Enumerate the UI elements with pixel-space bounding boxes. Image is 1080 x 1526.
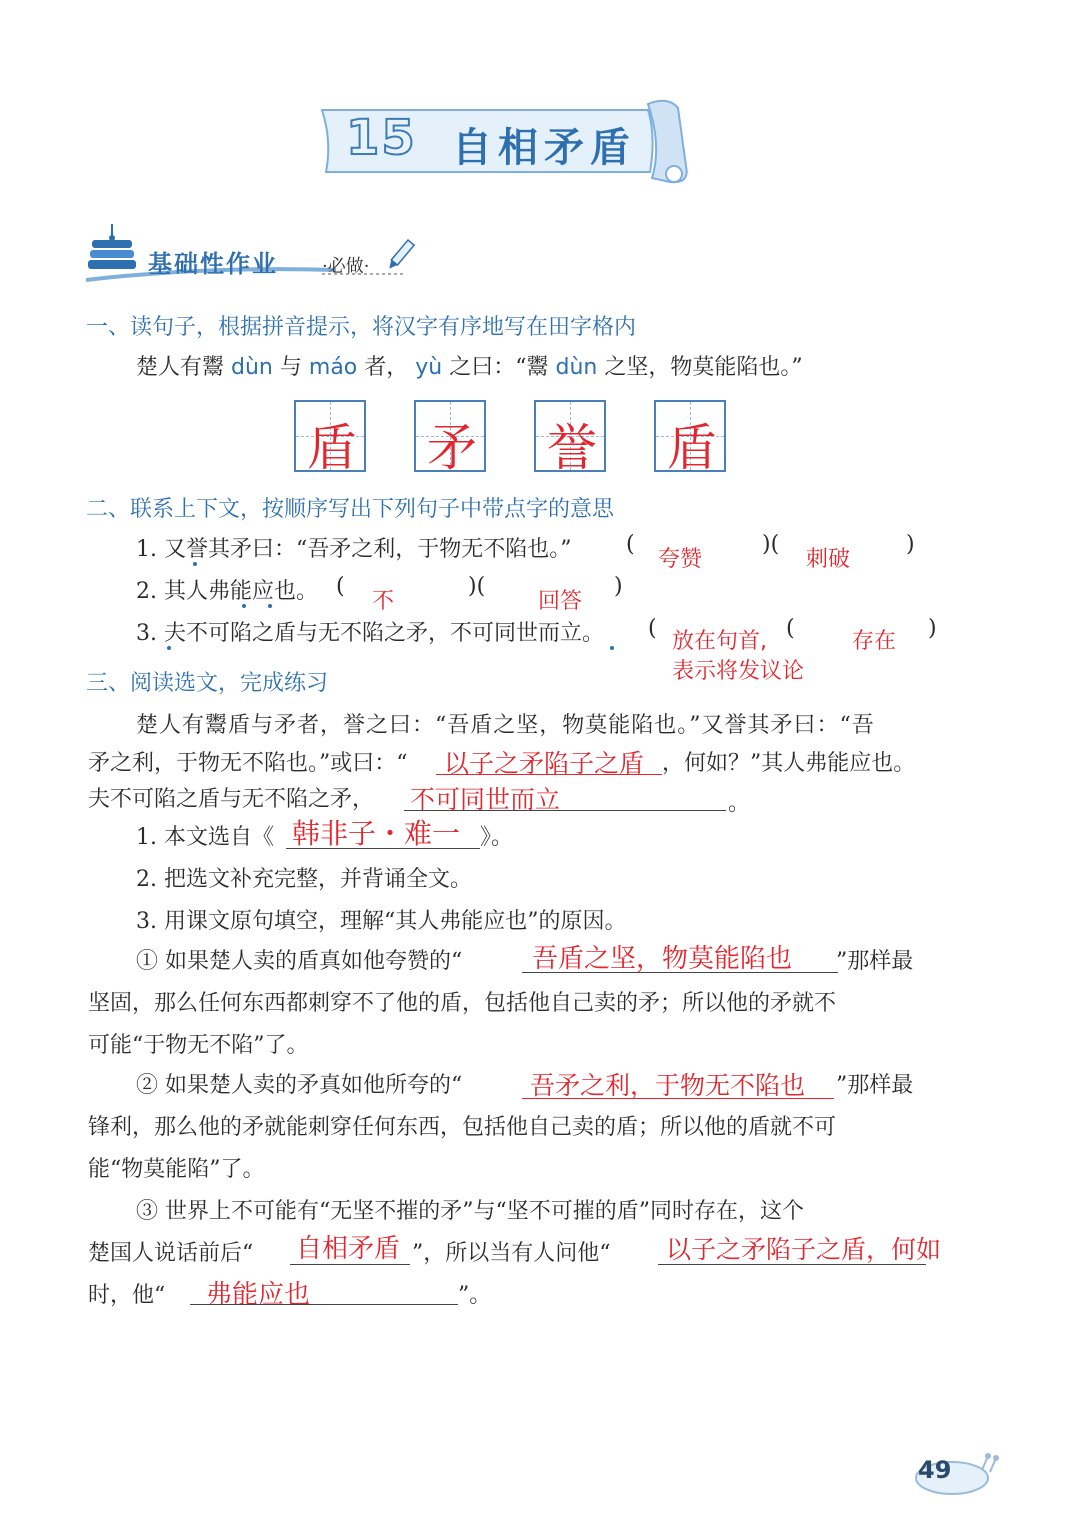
q3-answer: 弗能应也	[206, 1280, 311, 1310]
q3-answer: 韩非子・难一	[292, 817, 461, 850]
q3-answer: 吾矛之利，于物无不陷也	[530, 1071, 806, 1100]
lesson-number: 15	[346, 110, 417, 166]
paren-open: (	[626, 532, 635, 557]
q3-answer: 自相矛盾	[296, 1234, 401, 1264]
q3-clause: ② 如果楚人卖的矛真如他所夸的“	[136, 1073, 463, 1098]
q2-item-text: 2. 其人弗能应也。	[136, 579, 318, 604]
q2-answer: 不	[372, 589, 395, 614]
passage-answer: 不可同世而立	[410, 785, 561, 814]
q3-heading: 三、阅读选文，完成练习	[86, 671, 329, 696]
q2-answer: 夸赞	[658, 547, 703, 572]
paren-pair: )(	[762, 532, 780, 557]
answer-underline	[658, 1264, 926, 1265]
paren-close: )	[614, 574, 623, 599]
q3-subquestion: 2. 把选文补充完整，并背诵全文。	[136, 867, 472, 892]
q1-text: 之坚，物莫能陷也。”	[604, 355, 803, 380]
q3-clause: ”那样最	[836, 949, 914, 974]
section-label: 基础性作业	[148, 250, 278, 278]
q1-heading: 一、读句子，根据拼音提示，将汉字有序地写在田字格内	[86, 315, 637, 340]
lesson-title: 自相矛盾	[452, 125, 636, 171]
q1-pinyin: máo	[308, 355, 358, 380]
q3-clause: ”，所以当有人问他“	[412, 1241, 611, 1266]
emphasis-dot	[193, 562, 197, 566]
paren-open: (	[648, 616, 657, 641]
q2-item-text: 1. 又誉其矛曰：“吾矛之利，于物无不陷也。”	[136, 537, 572, 562]
answer-underline	[522, 1098, 834, 1099]
q1-pinyin: yù	[415, 355, 443, 380]
paren-close: )	[906, 532, 915, 557]
emphasis-dot	[167, 646, 171, 650]
q1-text: 楚人有鬻	[136, 355, 225, 380]
answer-character: 盾	[307, 419, 357, 477]
q2-answer: 表示将发议论	[672, 659, 805, 684]
answer-underline	[290, 1264, 410, 1265]
q3-clause: 坚固，那么任何东西都刺穿不了他的盾，包括他自己卖的矛；所以他的矛就不	[88, 991, 837, 1016]
q3-clause: 能“物莫能陷”了。	[88, 1157, 265, 1182]
q3-clause: ③ 世界上不可能有“无坚不摧的矛”与“坚不可摧的盾”同时存在，这个	[136, 1199, 804, 1224]
q3-clause: 楚国人说话前后“	[88, 1241, 254, 1266]
passage-line: 夫不可陷之盾与无不陷之矛，	[88, 787, 375, 812]
emphasis-dot	[268, 604, 272, 608]
books-icon	[88, 224, 136, 269]
q3-clause: ”。	[458, 1283, 492, 1308]
paren-pair: )(	[468, 574, 486, 599]
q2-answer: 回答	[538, 589, 583, 614]
tian-grid-box	[654, 400, 726, 477]
q3-clause: 锋利，那么他的矛就能刺穿任何东西，包括他自己卖的盾；所以他的盾就不可	[88, 1115, 837, 1140]
section-note: ·必做·	[322, 256, 370, 277]
q2-answer: 存在	[852, 629, 897, 654]
q3-clause: ”那样最	[836, 1073, 914, 1098]
tian-grid-box	[534, 400, 606, 477]
q3-subquestion: 》。	[480, 825, 514, 850]
q1-text: 之曰：“鬻	[449, 355, 549, 380]
answer-underline	[286, 848, 480, 849]
q3-subquestion: 1. 本文选自《	[136, 825, 274, 850]
passage-line: 。	[728, 791, 751, 816]
q3-subquestion: 3. 用课文原句填空，理解“其人弗能应也”的原因。	[136, 909, 627, 934]
answer-underline	[404, 810, 726, 811]
q2-item-text: 3. 夫不可陷之盾与无不陷之矛，不可同世而立。	[136, 621, 604, 646]
q3-clause: 时，他“	[88, 1283, 166, 1308]
q1-text: 与	[279, 355, 302, 380]
answer-character: 盾	[667, 419, 717, 477]
passage-line: 矛之利，于物无不陷也。”或曰：“	[88, 751, 408, 776]
q2-answer: 刺破	[806, 547, 851, 572]
q1-sentence	[136, 350, 803, 381]
q2-heading: 二、联系上下文，按顺序写出下列句子中带点字的意思	[86, 497, 615, 522]
q3-clause: 可能“于物无不陷”了。	[88, 1033, 309, 1058]
pencil-icon	[386, 240, 414, 271]
passage-line: ，何如？”其人弗能应也。	[662, 751, 916, 776]
q3-clause: ① 如果楚人卖的盾真如他夸赞的“	[136, 949, 463, 974]
tian-grid-box	[414, 400, 486, 477]
q1-text: 者，	[364, 355, 409, 380]
q1-pinyin: dùn	[555, 355, 598, 380]
passage-answer: 以子之矛陷子之盾	[444, 749, 645, 778]
answer-underline	[522, 972, 838, 973]
passage-line: 楚人有鬻盾与矛者，誉之曰：“吾盾之坚，物莫能陷也。”又誉其矛曰：“吾	[136, 713, 875, 738]
q1-pinyin: dùn	[231, 355, 273, 380]
paren-open: (	[336, 574, 345, 599]
q3-answer: 以子之矛陷子之盾，何如	[666, 1235, 942, 1264]
emphasis-dot	[610, 646, 614, 650]
emphasis-dot	[242, 604, 246, 608]
q3-answer: 吾盾之坚，物莫能陷也	[532, 944, 793, 974]
q2-answer: 放在句首,	[672, 629, 767, 654]
page-number: 49	[918, 1456, 952, 1484]
paren-close: )	[928, 616, 937, 641]
answer-character: 矛	[427, 419, 477, 477]
paren-open: (	[786, 616, 795, 641]
tian-grid-box	[294, 400, 366, 477]
answer-underline	[436, 774, 662, 775]
answer-character: 誉	[547, 419, 597, 477]
answer-underline	[190, 1304, 458, 1305]
